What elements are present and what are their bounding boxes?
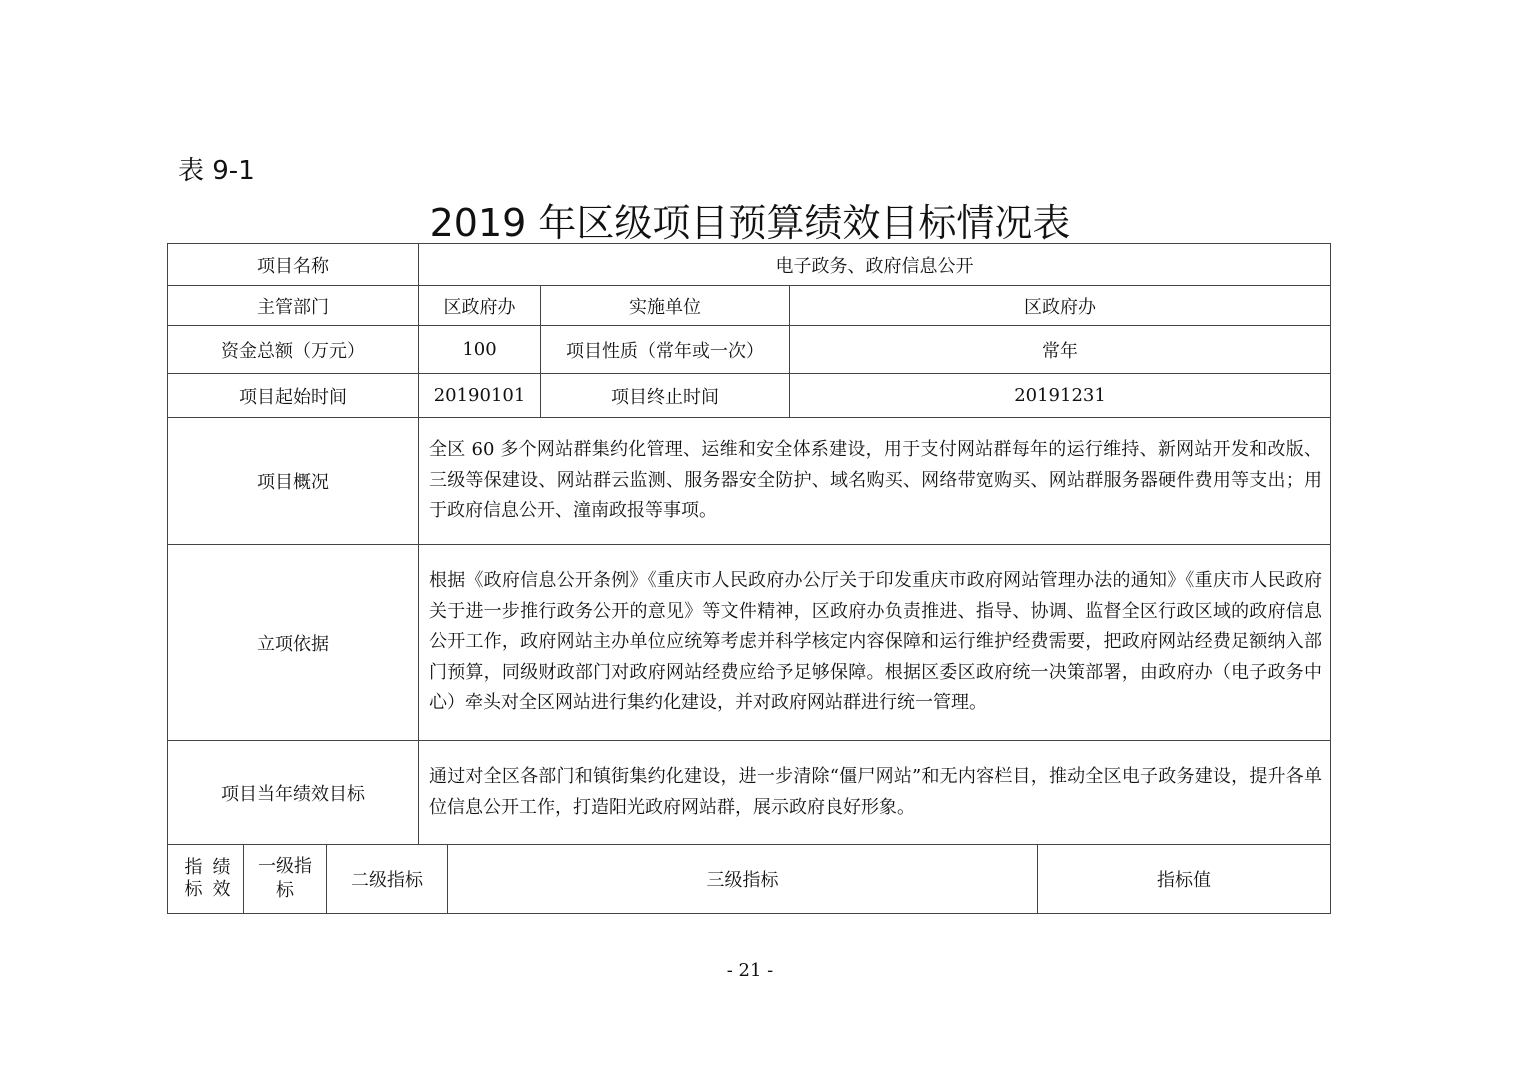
dept-label: 主管部门	[167, 285, 419, 326]
value-header: 指标值	[1037, 844, 1331, 914]
impl-value: 区政府办	[789, 285, 1331, 326]
end-label: 项目终止时间	[540, 373, 790, 418]
funds-label: 资金总额（万元）	[167, 325, 419, 374]
start-value: 20190101	[418, 373, 541, 418]
basis-label: 立项依据	[167, 544, 419, 741]
overview-label: 项目概况	[167, 417, 419, 545]
project-name-label: 项目名称	[167, 243, 419, 286]
table-label: 表 9-1	[178, 156, 255, 186]
page-number: - 21 -	[726, 960, 774, 981]
end-value: 20191231	[789, 373, 1331, 418]
basis-text: 根据《政府信息公开条例》《重庆市人民政府办公厅关于印发重庆市政府网站管理办法的通知》《重庆市人民政府关于进一步推行政务公开的意见》等文件精神，区政府办负责推进、指导、协调、监督全区行政区域的政府信息公开工作，政府网站主办单位应统筹考虑并科学核定内容保障和运行维护经费需要，把政府网站经费足额纳入部门预算，同级财政部门对政府网站经费应给予足够保障。根据区委区政府统一决策部署，由政府办（电子政务中心）牵头对全区网站进行集约化建设，并对政府网站群进行统一管理。	[418, 544, 1331, 741]
level2-header: 二级指标	[326, 844, 448, 914]
goal-label: 项目当年绩效目标	[167, 740, 419, 845]
dept-value: 区政府办	[418, 285, 541, 326]
level3-header: 三级指标	[447, 844, 1038, 914]
nature-label: 项目性质（常年或一次）	[540, 325, 790, 374]
page-title: 2019 年区级项目预算绩效目标情况表	[429, 201, 1071, 245]
funds-value: 100	[418, 325, 541, 374]
project-name-value: 电子政务、政府信息公开	[418, 243, 1331, 286]
level1-header: 一级指标	[243, 844, 327, 914]
start-label: 项目起始时间	[167, 373, 419, 418]
perf-indicator-text: 绩效指标	[181, 857, 231, 901]
overview-text: 全区 60 多个网站群集约化管理、运维和安全体系建设，用于支付网站群每年的运行维持、新网站开发和改版、三级等保建设、网站群云监测、服务器安全防护、域名购买、网络带宽购买、网站群服务器硬件费用等支出；用于政府信息公开、潼南政报等事项。	[418, 417, 1331, 545]
perf-indicator-header	[167, 844, 244, 914]
impl-label: 实施单位	[540, 285, 790, 326]
nature-value: 常年	[789, 325, 1331, 374]
goal-text: 通过对全区各部门和镇街集约化建设，进一步清除“僵尸网站”和无内容栏目，推动全区电子政务建设，提升各单位信息公开工作，打造阳光政府网站群，展示政府良好形象。	[418, 740, 1331, 845]
